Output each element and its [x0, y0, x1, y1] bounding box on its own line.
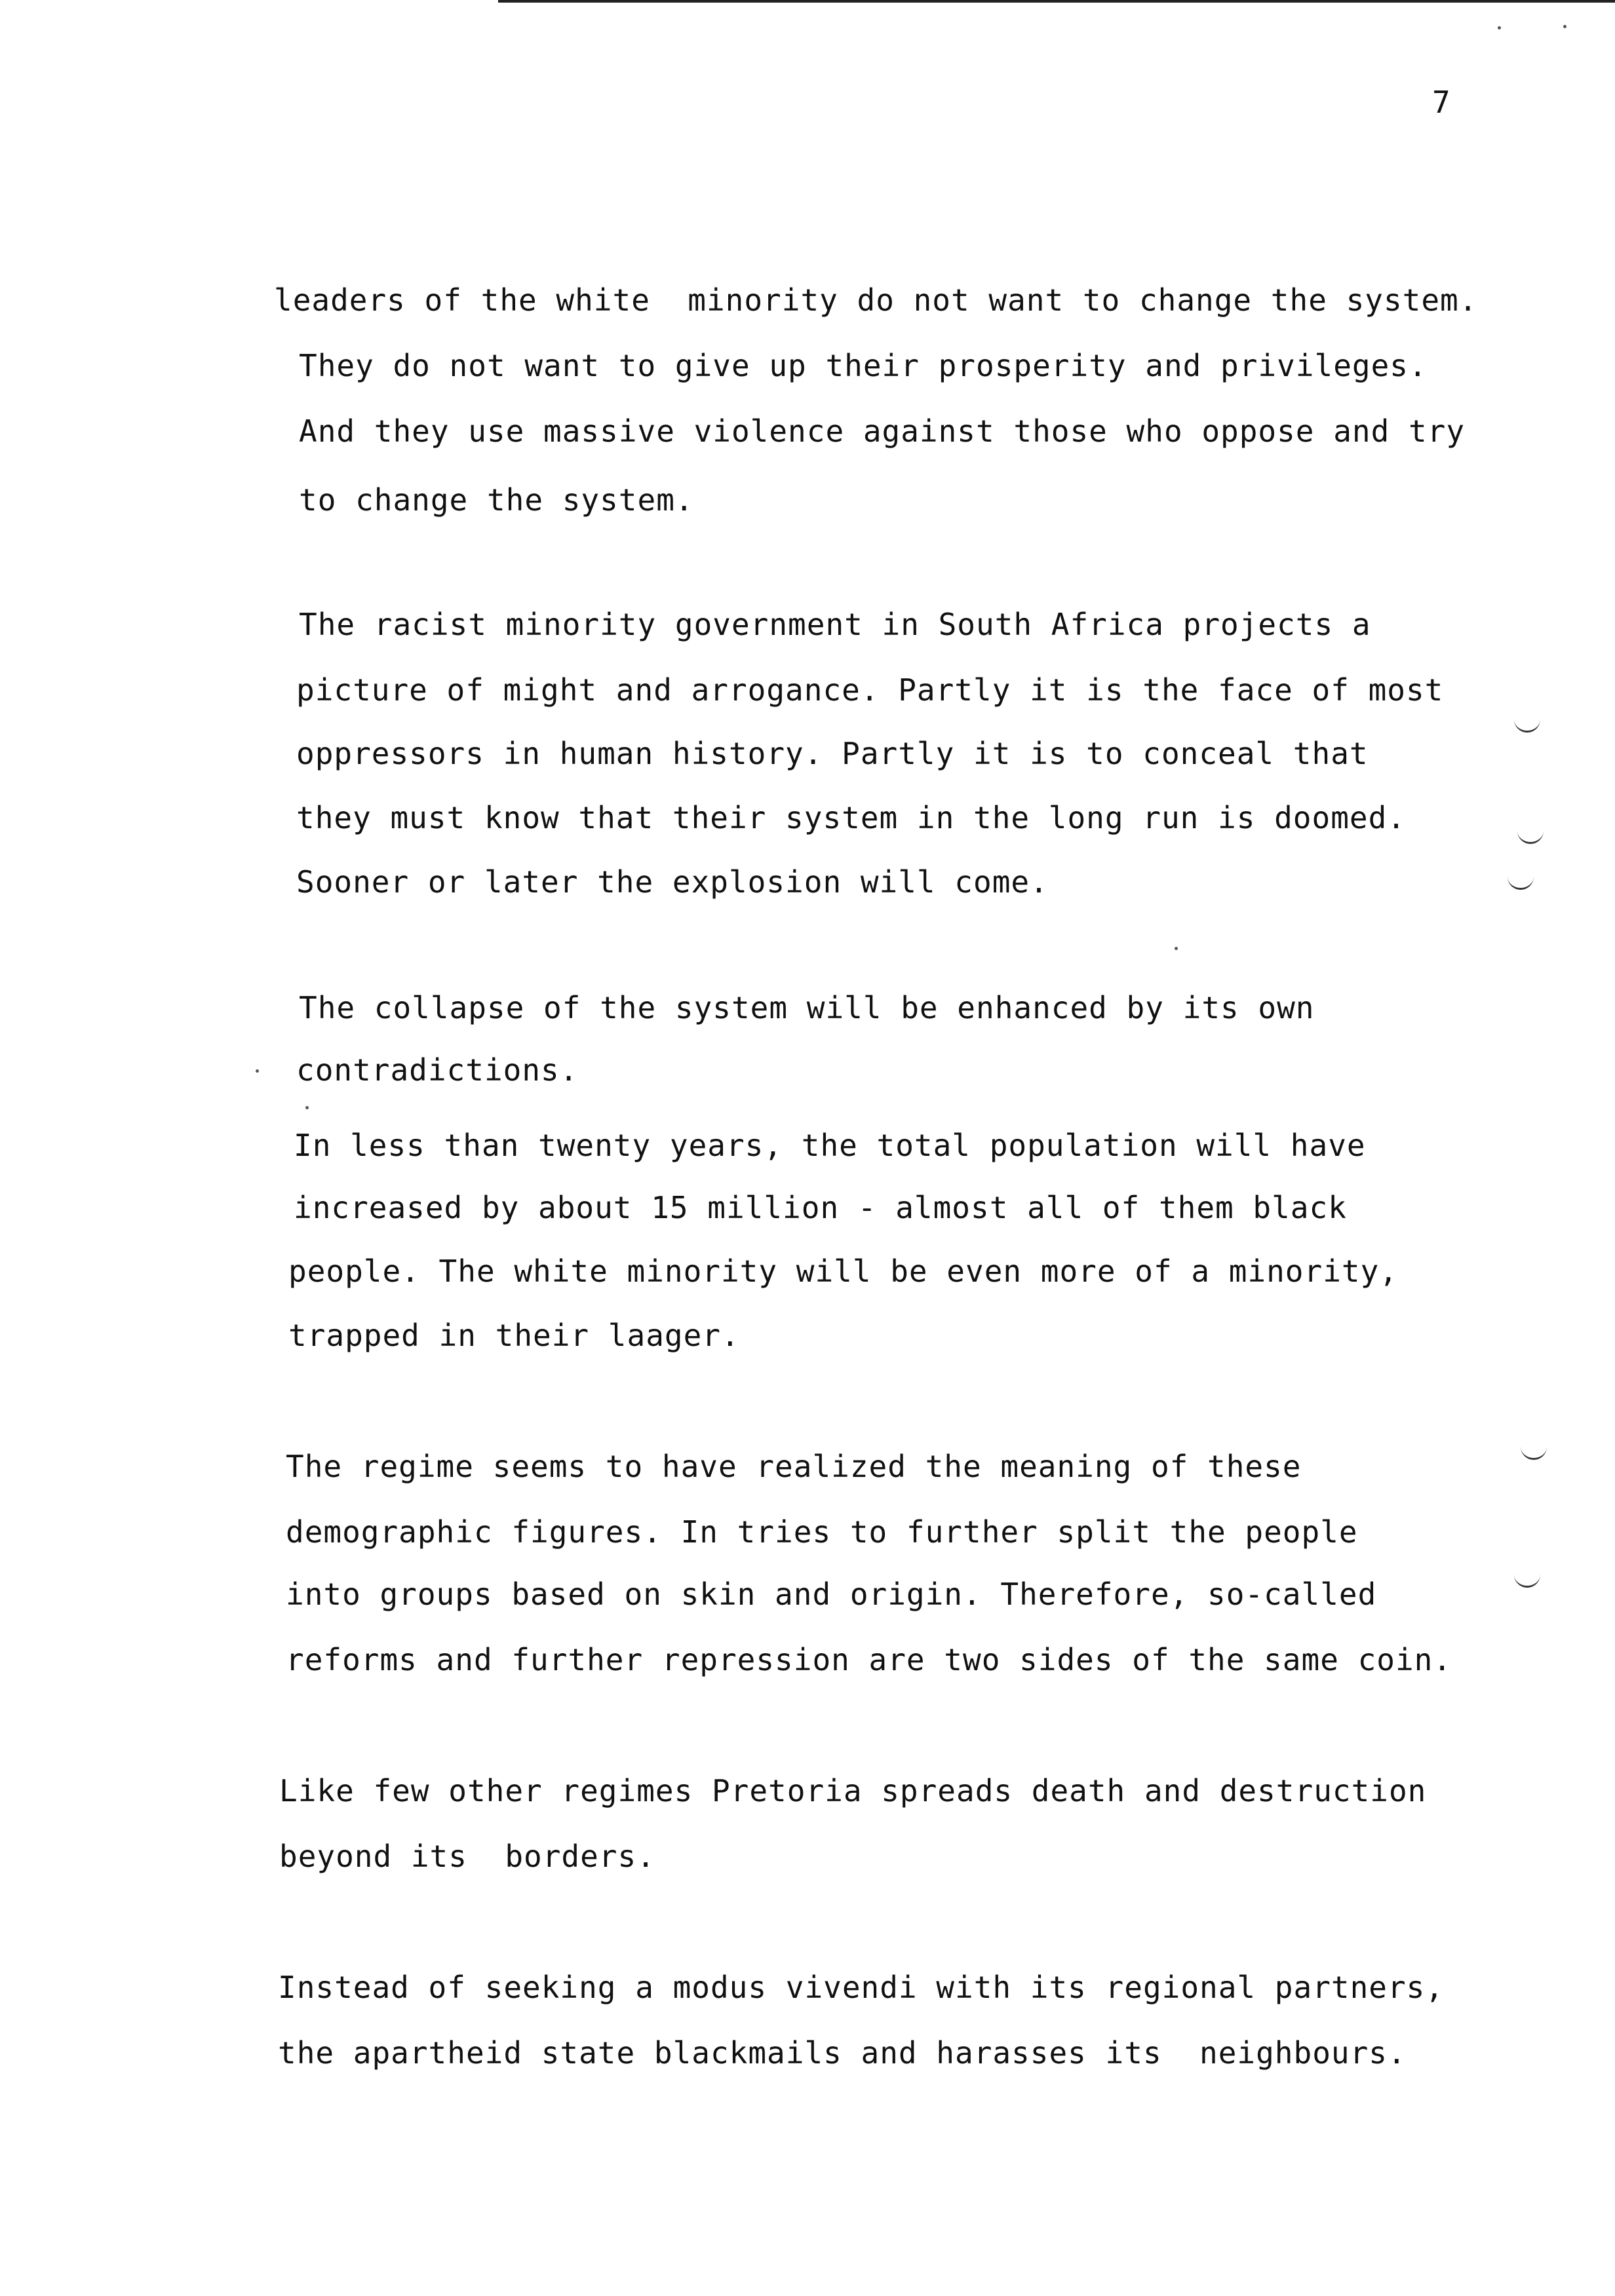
text-line: picture of might and arrogance. Partly it is the face of most — [296, 672, 1444, 708]
margin-mark — [1508, 875, 1534, 890]
speck — [256, 1069, 259, 1073]
text-line: They do not want to give up their prosperity and privileges. — [299, 348, 1428, 383]
speck — [1498, 26, 1501, 29]
text-line: Instead of seeking a modus vivendi with its regional partners, — [278, 1970, 1445, 2005]
speck — [1563, 25, 1566, 28]
margin-mark — [1517, 829, 1544, 844]
text-line: increased by about 15 million - almost all of them black — [294, 1190, 1347, 1225]
speck — [1175, 947, 1178, 950]
text-line: people. The white minority will be even more of a minority, — [288, 1253, 1398, 1289]
text-line: trapped in their laager. — [288, 1318, 740, 1353]
text-line: beyond its borders. — [279, 1839, 655, 1874]
text-line: reforms and further repression are two sides of the same coin. — [286, 1642, 1452, 1677]
text-line: into groups based on skin and origin. Therefore, so-called — [286, 1577, 1377, 1612]
text-line: they must know that their system in the long run is doomed. — [296, 800, 1406, 835]
margin-mark — [1521, 1445, 1547, 1460]
text-line: The collapse of the system will be enhanced by its own — [299, 990, 1315, 1025]
margin-mark — [1514, 1573, 1540, 1588]
text-line: The regime seems to have realized the meaning of these — [286, 1449, 1302, 1484]
text-line: the apartheid state blackmails and harasses its neighbours. — [278, 2035, 1407, 2071]
speck — [305, 1106, 309, 1109]
page-number: 7 — [1432, 85, 1450, 120]
text-line: Like few other regimes Pretoria spreads death and destruction — [279, 1773, 1427, 1808]
text-line: oppressors in human history. Partly it is to conceal that — [296, 736, 1369, 771]
text-line: leaders of the white minority do not want to change the system. — [274, 282, 1478, 318]
text-line: The racist minority government in South Africa projects a — [299, 607, 1371, 642]
text-line: contradictions. — [296, 1052, 579, 1088]
text-line: And they use massive violence against those who oppose and try — [299, 413, 1466, 449]
text-line: demographic figures. In tries to further split the people — [286, 1514, 1358, 1550]
text-line: Sooner or later the explosion will come. — [296, 864, 1049, 900]
text-line: to change the system. — [299, 482, 694, 518]
text-line: In less than twenty years, the total population will have — [294, 1128, 1366, 1163]
margin-mark — [1514, 718, 1540, 733]
top-rule — [498, 0, 1615, 3]
